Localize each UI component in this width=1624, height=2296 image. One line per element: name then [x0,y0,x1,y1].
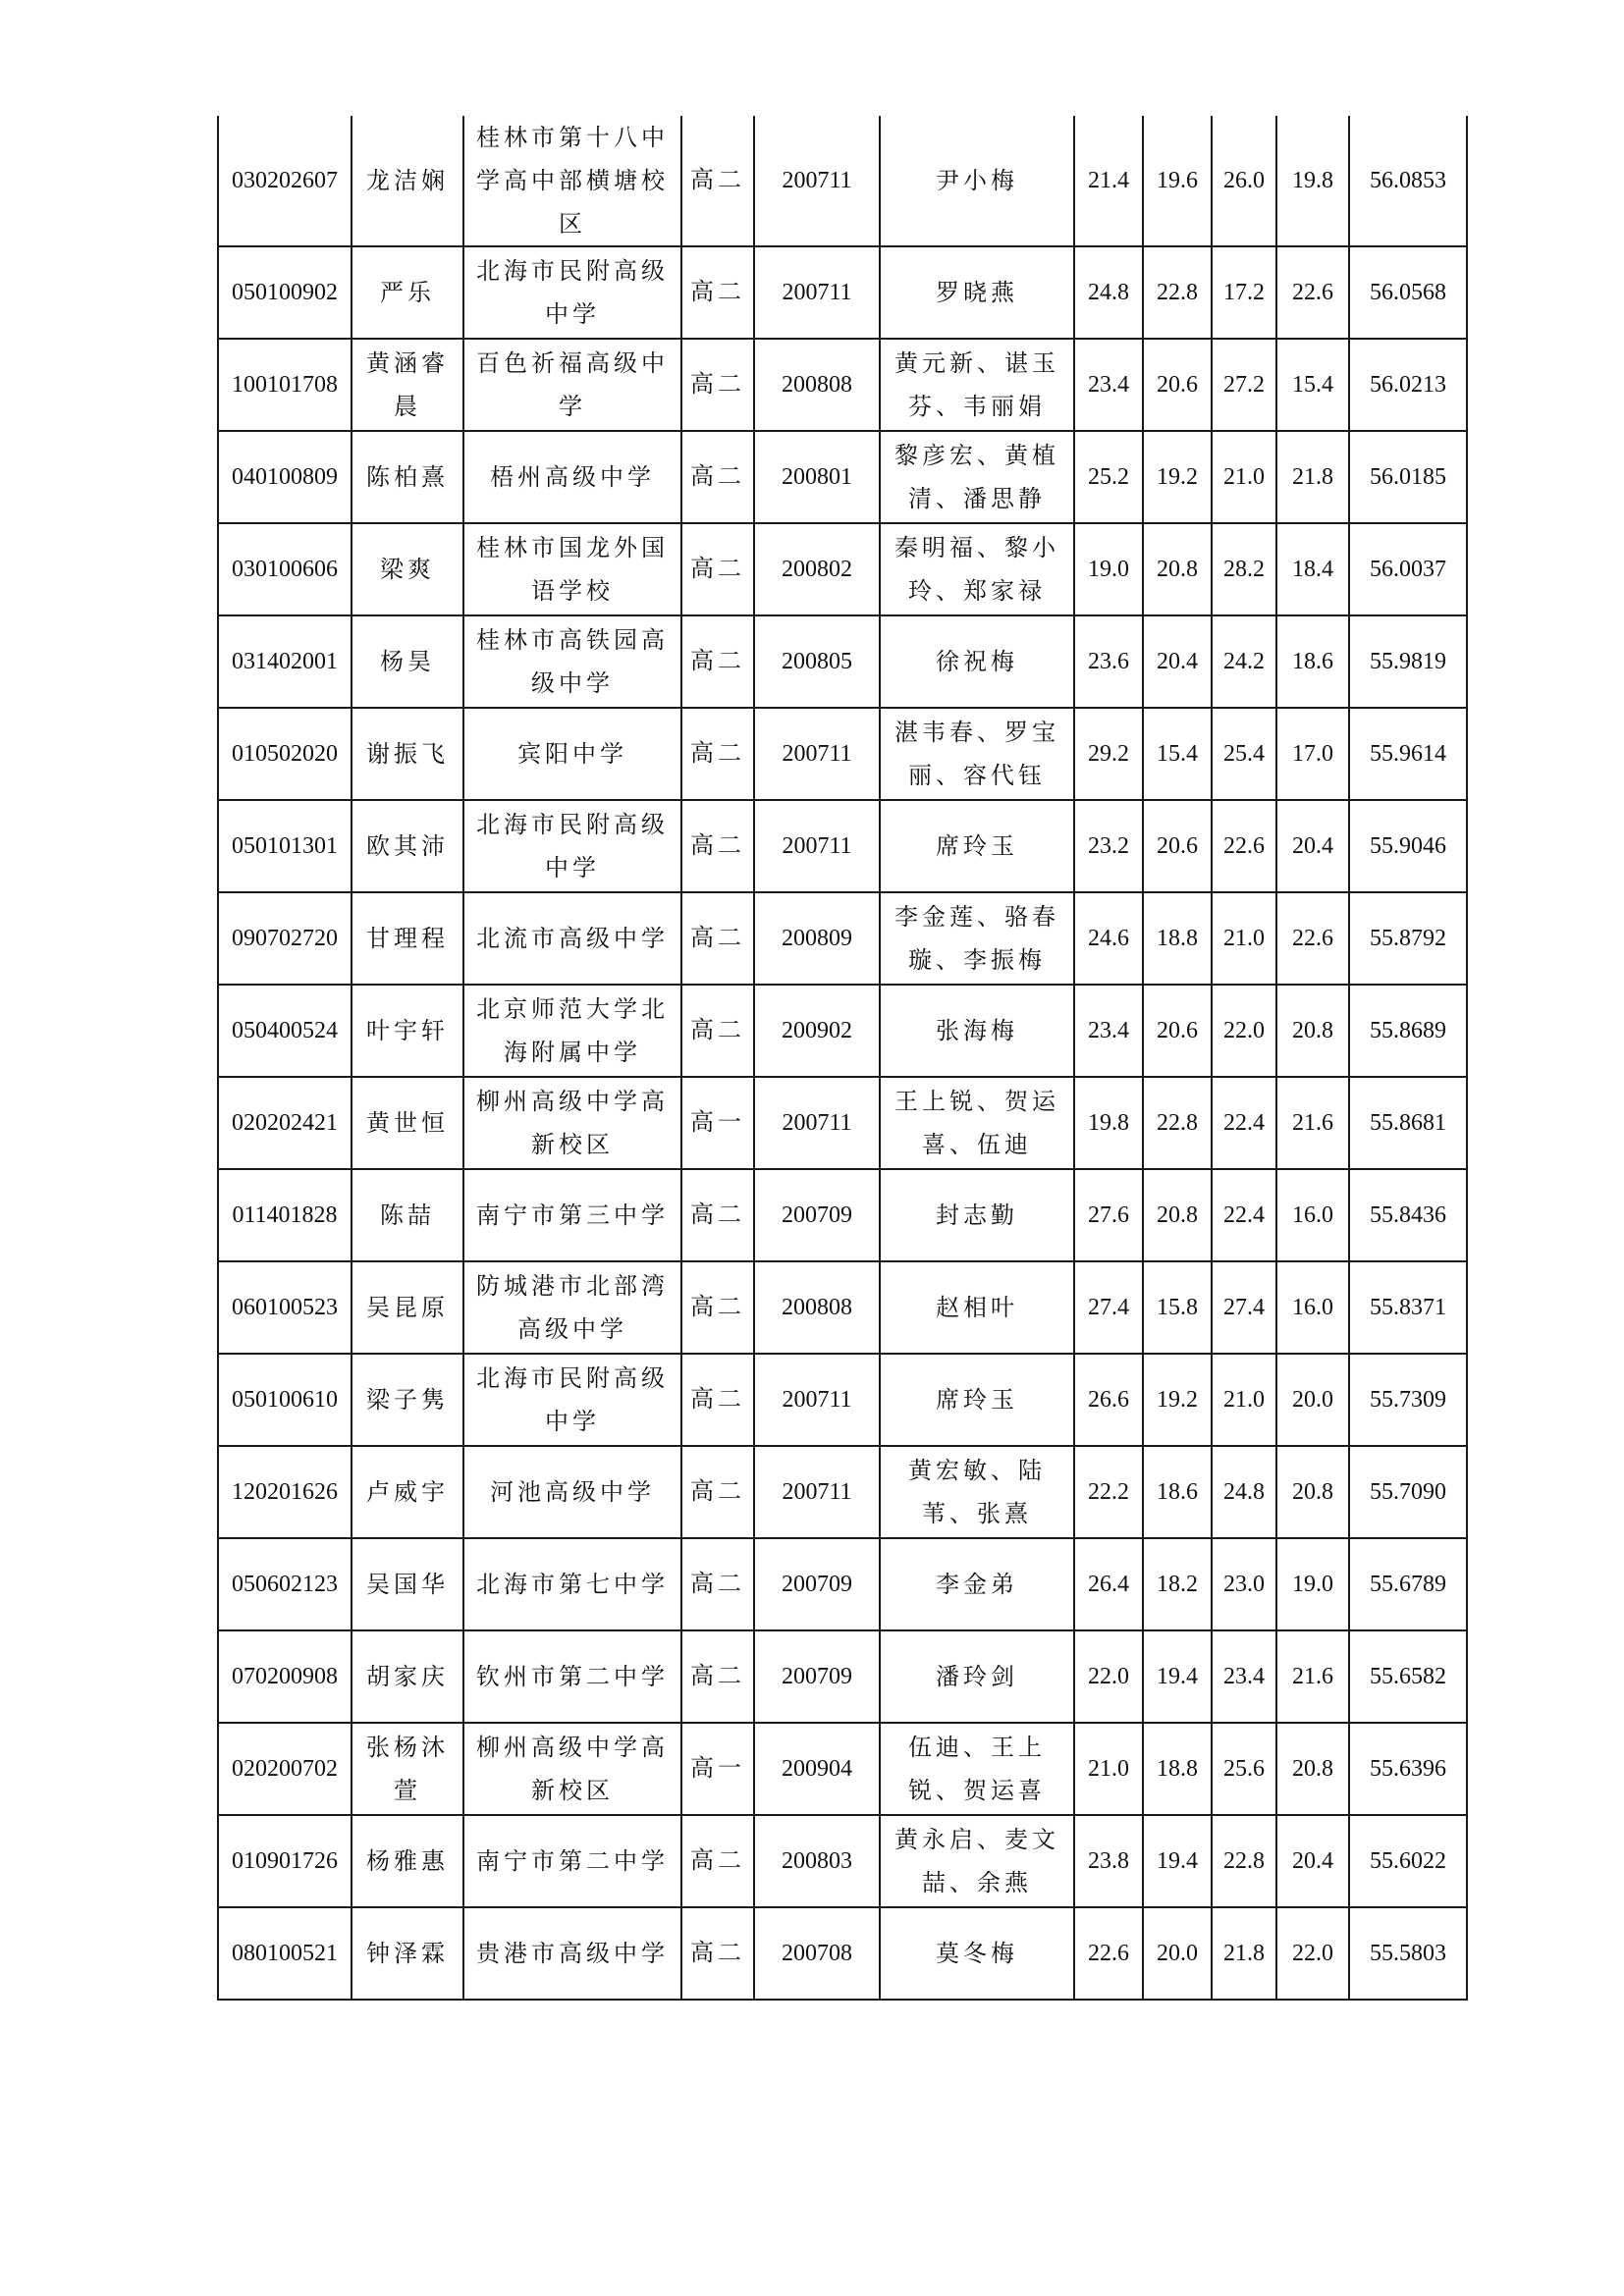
score-3-cell: 22.6 [1212,800,1276,892]
birth-date-cell: 200711 [754,800,880,892]
school-cell: 南宁市第三中学 [463,1169,681,1261]
birth-date-cell: 200708 [754,1907,880,2000]
teacher-cell: 湛韦春、罗宝丽、容代钰 [880,708,1074,800]
birth-date-cell: 200803 [754,1815,880,1907]
grade-cell: 高二 [681,615,754,708]
school-cell: 桂林市高铁园高级中学 [463,615,681,708]
student-id-cell: 031402001 [218,615,352,708]
total-score-cell: 55.8371 [1349,1261,1467,1354]
grade-cell: 高二 [681,1815,754,1907]
grade-cell: 高二 [681,246,754,339]
student-id-cell: 011401828 [218,1169,352,1261]
score-2-cell: 20.6 [1143,985,1212,1077]
score-2-cell: 20.8 [1143,523,1212,615]
teacher-cell: 李金弟 [880,1538,1074,1630]
score-2-cell: 20.8 [1143,1169,1212,1261]
student-id-cell: 030202607 [218,116,352,246]
score-4-cell: 18.4 [1276,523,1349,615]
teacher-cell: 伍迪、王上锐、贺运喜 [880,1723,1074,1815]
school-cell: 百色祈福高级中学 [463,339,681,431]
grade-cell: 高二 [681,800,754,892]
score-3-cell: 25.4 [1212,708,1276,800]
teacher-cell: 罗晓燕 [880,246,1074,339]
birth-date-cell: 200709 [754,1630,880,1723]
school-cell: 北海市第七中学 [463,1538,681,1630]
student-name-cell: 杨雅惠 [352,1815,463,1907]
score-2-cell: 19.6 [1143,116,1212,246]
score-2-cell: 22.8 [1143,1077,1212,1169]
student-name-cell: 梁子隽 [352,1354,463,1446]
score-3-cell: 22.4 [1212,1077,1276,1169]
table-body [218,116,1467,2000]
total-score-cell: 55.5803 [1349,1907,1467,2000]
birth-date-cell: 200902 [754,985,880,1077]
table-row [218,1261,1467,1354]
score-3-cell: 27.4 [1212,1261,1276,1354]
birth-date-cell: 200809 [754,892,880,985]
total-score-cell: 55.6582 [1349,1630,1467,1723]
school-cell: 防城港市北部湾高级中学 [463,1261,681,1354]
table-row [218,1907,1467,2000]
student-name-cell: 杨昊 [352,615,463,708]
birth-date-cell: 200711 [754,1354,880,1446]
student-id-cell: 060100523 [218,1261,352,1354]
student-name-cell: 黄涵睿晨 [352,339,463,431]
total-score-cell: 55.9046 [1349,800,1467,892]
grade-cell: 高二 [681,1630,754,1723]
birth-date-cell: 200711 [754,708,880,800]
birth-date-cell: 200709 [754,1169,880,1261]
table-row [218,246,1467,339]
score-2-cell: 18.8 [1143,892,1212,985]
results-table [217,116,1468,2001]
score-4-cell: 22.6 [1276,246,1349,339]
score-1-cell: 23.4 [1074,985,1143,1077]
score-3-cell: 26.0 [1212,116,1276,246]
student-name-cell: 黄世恒 [352,1077,463,1169]
table-row [218,1446,1467,1538]
table-row [218,985,1467,1077]
score-3-cell: 24.2 [1212,615,1276,708]
score-4-cell: 19.0 [1276,1538,1349,1630]
student-name-cell: 胡家庆 [352,1630,463,1723]
score-3-cell: 27.2 [1212,339,1276,431]
student-name-cell: 龙洁娴 [352,116,463,246]
score-2-cell: 19.4 [1143,1630,1212,1723]
student-name-cell: 吴昆原 [352,1261,463,1354]
teacher-cell: 席玲玉 [880,1354,1074,1446]
total-score-cell: 55.8681 [1349,1077,1467,1169]
grade-cell: 高二 [681,523,754,615]
birth-date-cell: 200711 [754,1446,880,1538]
student-name-cell: 谢振飞 [352,708,463,800]
score-1-cell: 29.2 [1074,708,1143,800]
score-3-cell: 21.0 [1212,892,1276,985]
student-name-cell: 钟泽霖 [352,1907,463,2000]
teacher-cell: 黄永启、麦文喆、余燕 [880,1815,1074,1907]
score-1-cell: 19.0 [1074,523,1143,615]
teacher-cell: 李金莲、骆春璇、李振梅 [880,892,1074,985]
score-1-cell: 22.2 [1074,1446,1143,1538]
school-cell: 北海市民附高级中学 [463,800,681,892]
score-2-cell: 19.2 [1143,431,1212,523]
score-3-cell: 21.8 [1212,1907,1276,2000]
score-2-cell: 19.2 [1143,1354,1212,1446]
school-cell: 柳州高级中学高新校区 [463,1077,681,1169]
teacher-cell: 尹小梅 [880,116,1074,246]
table-row [218,800,1467,892]
score-3-cell: 21.0 [1212,431,1276,523]
score-2-cell: 20.6 [1143,339,1212,431]
total-score-cell: 55.9819 [1349,615,1467,708]
school-cell: 贵港市高级中学 [463,1907,681,2000]
school-cell: 钦州市第二中学 [463,1630,681,1723]
score-2-cell: 15.4 [1143,708,1212,800]
student-id-cell: 100101708 [218,339,352,431]
score-3-cell: 22.0 [1212,985,1276,1077]
school-cell: 河池高级中学 [463,1446,681,1538]
total-score-cell: 55.8792 [1349,892,1467,985]
score-3-cell: 17.2 [1212,246,1276,339]
score-1-cell: 21.4 [1074,116,1143,246]
teacher-cell: 席玲玉 [880,800,1074,892]
score-2-cell: 18.2 [1143,1538,1212,1630]
school-cell: 宾阳中学 [463,708,681,800]
score-2-cell: 20.4 [1143,615,1212,708]
teacher-cell: 潘玲剑 [880,1630,1074,1723]
student-name-cell: 甘理程 [352,892,463,985]
grade-cell: 高二 [681,1907,754,2000]
score-4-cell: 16.0 [1276,1169,1349,1261]
score-1-cell: 19.8 [1074,1077,1143,1169]
student-name-cell: 叶宇轩 [352,985,463,1077]
school-cell: 桂林市第十八中学高中部横塘校区 [463,116,681,246]
student-name-cell: 梁爽 [352,523,463,615]
teacher-cell: 黄元新、谌玉芬、韦丽娟 [880,339,1074,431]
score-3-cell: 24.8 [1212,1446,1276,1538]
score-4-cell: 18.6 [1276,615,1349,708]
student-id-cell: 090702720 [218,892,352,985]
table-row [218,116,1467,246]
score-3-cell: 23.0 [1212,1538,1276,1630]
score-4-cell: 17.0 [1276,708,1349,800]
teacher-cell: 黎彦宏、黄植清、潘思静 [880,431,1074,523]
total-score-cell: 55.6789 [1349,1538,1467,1630]
table-row [218,1169,1467,1261]
teacher-cell: 黄宏敏、陆苇、张熹 [880,1446,1074,1538]
score-2-cell: 22.8 [1143,246,1212,339]
student-id-cell: 050100902 [218,246,352,339]
score-4-cell: 20.0 [1276,1354,1349,1446]
teacher-cell: 封志勤 [880,1169,1074,1261]
table-row [218,708,1467,800]
birth-date-cell: 200709 [754,1538,880,1630]
total-score-cell: 55.7090 [1349,1446,1467,1538]
score-2-cell: 18.6 [1143,1446,1212,1538]
score-1-cell: 22.6 [1074,1907,1143,2000]
teacher-cell: 徐祝梅 [880,615,1074,708]
score-4-cell: 21.8 [1276,431,1349,523]
total-score-cell: 55.8689 [1349,985,1467,1077]
grade-cell: 高二 [681,1446,754,1538]
student-name-cell: 陈柏熹 [352,431,463,523]
score-1-cell: 22.0 [1074,1630,1143,1723]
table-row [218,1630,1467,1723]
school-cell: 北京师范大学北海附属中学 [463,985,681,1077]
score-1-cell: 26.6 [1074,1354,1143,1446]
score-4-cell: 15.4 [1276,339,1349,431]
total-score-cell: 55.6022 [1349,1815,1467,1907]
grade-cell: 高二 [681,1354,754,1446]
grade-cell: 高二 [681,1261,754,1354]
score-2-cell: 15.8 [1143,1261,1212,1354]
birth-date-cell: 200801 [754,431,880,523]
score-2-cell: 19.4 [1143,1815,1212,1907]
school-cell: 北海市民附高级中学 [463,246,681,339]
score-1-cell: 21.0 [1074,1723,1143,1815]
table-row [218,1354,1467,1446]
student-id-cell: 010901726 [218,1815,352,1907]
total-score-cell: 56.0185 [1349,431,1467,523]
teacher-cell: 赵相叶 [880,1261,1074,1354]
grade-cell: 高二 [681,892,754,985]
student-name-cell: 卢威宇 [352,1446,463,1538]
table-row [218,1815,1467,1907]
score-2-cell: 18.8 [1143,1723,1212,1815]
total-score-cell: 55.8436 [1349,1169,1467,1261]
score-4-cell: 16.0 [1276,1261,1349,1354]
birth-date-cell: 200711 [754,1077,880,1169]
grade-cell: 高一 [681,1077,754,1169]
table-row [218,1538,1467,1630]
student-id-cell: 020202421 [218,1077,352,1169]
score-1-cell: 25.2 [1074,431,1143,523]
birth-date-cell: 200808 [754,339,880,431]
score-4-cell: 20.8 [1276,1446,1349,1538]
teacher-cell: 秦明福、黎小玲、郑家禄 [880,523,1074,615]
birth-date-cell: 200808 [754,1261,880,1354]
score-1-cell: 23.2 [1074,800,1143,892]
birth-date-cell: 200805 [754,615,880,708]
teacher-cell: 王上锐、贺运喜、伍迪 [880,1077,1074,1169]
table-row [218,339,1467,431]
score-1-cell: 24.8 [1074,246,1143,339]
birth-date-cell: 200711 [754,116,880,246]
score-4-cell: 21.6 [1276,1077,1349,1169]
student-id-cell: 050602123 [218,1538,352,1630]
teacher-cell: 莫冬梅 [880,1907,1074,2000]
grade-cell: 高二 [681,1169,754,1261]
school-cell: 桂林市国龙外国语学校 [463,523,681,615]
score-4-cell: 19.8 [1276,116,1349,246]
student-name-cell: 陈喆 [352,1169,463,1261]
grade-cell: 高一 [681,1723,754,1815]
student-name-cell: 张杨沐萱 [352,1723,463,1815]
score-1-cell: 27.4 [1074,1261,1143,1354]
score-1-cell: 24.6 [1074,892,1143,985]
birth-date-cell: 200904 [754,1723,880,1815]
student-id-cell: 020200702 [218,1723,352,1815]
score-2-cell: 20.6 [1143,800,1212,892]
grade-cell: 高二 [681,339,754,431]
grade-cell: 高二 [681,1538,754,1630]
grade-cell: 高二 [681,708,754,800]
grade-cell: 高二 [681,116,754,246]
score-3-cell: 28.2 [1212,523,1276,615]
total-score-cell: 56.0213 [1349,339,1467,431]
score-3-cell: 21.0 [1212,1354,1276,1446]
table-row [218,1723,1467,1815]
student-id-cell: 010502020 [218,708,352,800]
student-name-cell: 吴国华 [352,1538,463,1630]
total-score-cell: 56.0853 [1349,116,1467,246]
score-3-cell: 22.8 [1212,1815,1276,1907]
score-4-cell: 20.8 [1276,985,1349,1077]
total-score-cell: 55.9614 [1349,708,1467,800]
school-cell: 柳州高级中学高新校区 [463,1723,681,1815]
student-id-cell: 070200908 [218,1630,352,1723]
table-row [218,431,1467,523]
total-score-cell: 55.7309 [1349,1354,1467,1446]
score-2-cell: 20.0 [1143,1907,1212,2000]
birth-date-cell: 200802 [754,523,880,615]
table-row [218,892,1467,985]
student-name-cell: 严乐 [352,246,463,339]
school-cell: 北流市高级中学 [463,892,681,985]
score-3-cell: 23.4 [1212,1630,1276,1723]
total-score-cell: 56.0037 [1349,523,1467,615]
total-score-cell: 55.6396 [1349,1723,1467,1815]
grade-cell: 高二 [681,985,754,1077]
score-4-cell: 20.4 [1276,800,1349,892]
student-id-cell: 050400524 [218,985,352,1077]
score-1-cell: 23.6 [1074,615,1143,708]
school-cell: 北海市民附高级中学 [463,1354,681,1446]
total-score-cell: 56.0568 [1349,246,1467,339]
score-4-cell: 22.6 [1276,892,1349,985]
student-id-cell: 040100809 [218,431,352,523]
school-cell: 南宁市第二中学 [463,1815,681,1907]
table-row [218,1077,1467,1169]
student-name-cell: 欧其沛 [352,800,463,892]
student-id-cell: 120201626 [218,1446,352,1538]
student-id-cell: 050100610 [218,1354,352,1446]
student-id-cell: 080100521 [218,1907,352,2000]
score-1-cell: 23.4 [1074,339,1143,431]
grade-cell: 高二 [681,431,754,523]
birth-date-cell: 200711 [754,246,880,339]
school-cell: 梧州高级中学 [463,431,681,523]
score-3-cell: 22.4 [1212,1169,1276,1261]
teacher-cell: 张海梅 [880,985,1074,1077]
score-4-cell: 20.4 [1276,1815,1349,1907]
score-1-cell: 23.8 [1074,1815,1143,1907]
student-id-cell: 030100606 [218,523,352,615]
table-row [218,523,1467,615]
table-row [218,615,1467,708]
score-3-cell: 25.6 [1212,1723,1276,1815]
score-1-cell: 26.4 [1074,1538,1143,1630]
score-1-cell: 27.6 [1074,1169,1143,1261]
student-id-cell: 050101301 [218,800,352,892]
score-4-cell: 20.8 [1276,1723,1349,1815]
score-4-cell: 21.6 [1276,1630,1349,1723]
score-4-cell: 22.0 [1276,1907,1349,2000]
